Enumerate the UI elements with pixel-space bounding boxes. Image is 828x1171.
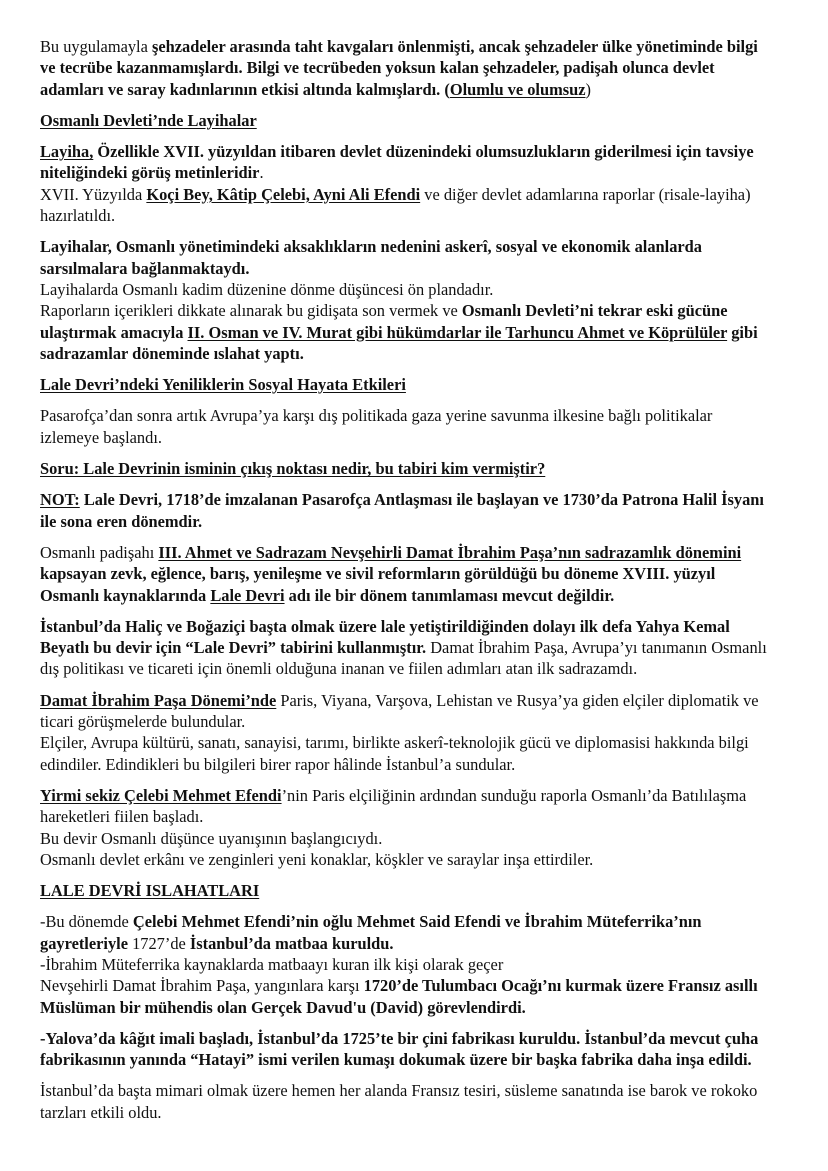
text-run: ) — [585, 79, 591, 99]
text-line — [40, 542, 800, 563]
text-line — [40, 658, 800, 679]
text-line — [40, 975, 800, 996]
text-line — [40, 637, 800, 658]
text-line — [40, 563, 800, 584]
note-paragraph — [40, 489, 800, 532]
text-line — [40, 911, 800, 932]
emphasized-text: Olumlu ve olumsuz — [449, 79, 586, 99]
emphasized-text: Koçi Bey, Kâtip Çelebi, Ayni Ali Efendi — [146, 184, 421, 204]
text-line — [40, 300, 800, 321]
text-run: Damat İbrahim Paşa, Avrupa’yı tanımanın Osmanlı — [426, 638, 767, 658]
text-line — [40, 511, 800, 532]
bold-text: gibi — [727, 322, 758, 342]
emphasized-text: Yirmi sekiz Çelebi Mehmet Efendi — [40, 785, 282, 805]
bold-text: İstanbul’da matbaa kuruldu. — [189, 933, 394, 953]
text-line — [40, 343, 800, 364]
paragraph — [40, 690, 800, 775]
bold-text: 1720’de Tulumbacı Ocağı’nı kurmak üzere Fransız asıllı — [363, 976, 758, 996]
bold-text: Osmanlı Devleti’ni tekrar eski gücüne — [461, 301, 728, 321]
text-run: Paris, Viyana, Varşova, Lehistan ve Rusya’ya giden elçiler diplomatik ve — [276, 690, 759, 710]
text-run: Osmanlı devlet erkânı ve zenginleri yeni konaklar, köşkler ve saraylar inşa ettirdiler. — [40, 849, 594, 869]
text-line — [40, 585, 800, 606]
text-line — [40, 806, 800, 827]
paragraph — [40, 785, 800, 870]
text-line — [40, 489, 800, 510]
emphasized-text: Lale Devri’ndeki Yeniliklerin Sosyal Hayata Etkileri — [40, 375, 406, 395]
emphasized-text: Layiha, — [40, 142, 94, 162]
text-run: -Bu dönemde — [40, 912, 133, 932]
emphasized-text: Damat İbrahim Paşa Dönemi’nde — [40, 690, 277, 710]
text-line — [40, 954, 800, 975]
text-run: Pasarofça’dan sonra artık Avrupa’ya karşı dış politikada gaza yerine savunma ilkesine bağlı politikalar — [40, 406, 713, 426]
bold-text: Lale Devri, 1718’de imzalanan Pasarofça Antlaşması ile başlayan ve 1730’da Patrona Halil İsyanı — [79, 490, 764, 510]
bold-text: İstanbul’da Haliç ve Boğaziçi başta olmak üzere lale yetiştirildiğinden dolayı ilk defa Yahya Kemal — [40, 616, 730, 636]
bold-text: adamları ve saray kadınlarının etkisi altında kalmışlardı. ( — [40, 79, 450, 99]
text-line — [40, 1028, 800, 1049]
text-line — [40, 732, 800, 753]
question-paragraph — [40, 458, 800, 479]
text-line — [40, 754, 800, 775]
bold-text: kapsayan zevk, eğlence, barış, yenileşme ve sivil reformların görüldüğü bu döneme XVIII. yüzyıl — [40, 564, 716, 584]
text-line — [40, 236, 800, 257]
paragraph — [40, 911, 800, 1017]
paragraph — [40, 141, 800, 226]
section-heading — [40, 110, 800, 131]
text-line — [40, 79, 800, 100]
bold-text: ve tecrübe kazanmamışlardı. Bilgi ve tecrübeden yoksun kalan şehzadeler, padişah olunca devlet — [40, 58, 715, 78]
text-run: Nevşehirli Damat İbrahim Paşa, yangınlara karşı — [40, 976, 364, 996]
text-line — [40, 405, 800, 426]
text-line — [40, 1102, 800, 1123]
text-line — [40, 933, 800, 954]
text-run: 1727’de — [127, 933, 190, 953]
text-line — [40, 880, 800, 901]
text-run: Layihalarda Osmanlı kadim düzenine dönme düşüncesi ön plandadır. — [40, 279, 494, 299]
text-line — [40, 849, 800, 870]
text-line — [40, 711, 800, 732]
bold-text: şehzadeler arasında taht kavgaları önlenmişti, ancak şehzadeler ülke yönetiminde bilgi — [151, 37, 758, 56]
paragraph — [40, 36, 800, 100]
paragraph — [40, 405, 800, 448]
text-line — [40, 458, 800, 479]
bold-text: niteliğindeki görüş metinleridir — [40, 163, 260, 183]
text-run: tarzları etkili oldu. — [40, 1102, 162, 1122]
text-line — [40, 374, 800, 395]
text-line — [40, 110, 800, 131]
emphasized-text: III. Ahmet ve Sadrazam Nevşehirli Damat İbrahim Paşa’nın sadrazamlık dönemini — [158, 542, 742, 562]
bold-text: Beyatlı bu devir için “Lale Devri” tabirini kullanmıştır. — [40, 638, 427, 658]
emphasized-text: LALE DEVRİ ISLAHATLARI — [40, 881, 260, 901]
emphasized-text: Soru: Lale Devrinin isminin çıkış noktası nedir, bu tabiri kim vermiştir? — [40, 459, 546, 479]
text-run: hazırlatıldı. — [40, 206, 116, 226]
paragraph — [40, 542, 800, 606]
text-line — [40, 57, 800, 78]
text-run: XVII. Yüzyılda — [40, 184, 147, 204]
text-run: ’nin Paris elçiliğinin ardından sunduğu raporla Osmanlı’da Batılılaşma — [281, 785, 747, 805]
text-line — [40, 690, 800, 711]
bold-text: Layihalar, Osmanlı yönetimindeki aksaklıkların nedenini askerî, sosyal ve ekonomik alanlarda — [40, 237, 702, 257]
emphasized-text: NOT: — [40, 490, 80, 510]
bold-text: fabrikasının yanında “Hatayi” ismi verilen kumaşı dokumak üzere bir başka fabrika daha inşa edildi. — [40, 1050, 752, 1070]
bold-text: Çelebi Mehmet Efendi’nin oğlu Mehmet Said Efendi ve İbrahim Müteferrika’nın — [132, 912, 702, 932]
text-run: ve diğer devlet adamlarına raporlar (risale-layiha) — [420, 184, 751, 204]
bold-text: -Yalova’da kâğıt imali başladı, İstanbul’da 1725’te bir çini fabrikası kuruldu. İstanbul’da mevcut çuha — [40, 1028, 759, 1048]
bold-text: sadrazamlar döneminde ıslahat yaptı. — [40, 343, 304, 363]
text-run: Elçiler, Avrupa kültürü, sanatı, sanayisi, tarımı, birlikte askerî-teknolojik gücü ve diplomasisi hakkında bilgi — [40, 733, 749, 753]
bold-text: sarsılmalara bağlanmaktaydı. — [40, 258, 250, 278]
text-line — [40, 258, 800, 279]
text-line — [40, 36, 800, 57]
text-line — [40, 427, 800, 448]
text-run: . — [259, 163, 264, 183]
text-run: İstanbul’da başta mimari olmak üzere hemen her alanda Fransız tesiri, süsleme sanatında ise barok ve rokoko — [40, 1081, 758, 1101]
paragraph — [40, 616, 800, 680]
emphasized-text: II. Osman ve IV. Murat gibi hükümdarlar ile Tarhuncu Ahmet ve Köprülüler — [187, 322, 728, 342]
text-run: edindiler. Edindikleri bu bilgileri birer rapor hâlinde İstanbul’a sundular. — [40, 754, 516, 774]
text-line — [40, 616, 800, 637]
bold-text: ulaştırmak amacıyla — [40, 322, 188, 342]
text-run: -İbrahim Müteferrika kaynaklarda matbaayı kuran ilk kişi olarak geçer — [40, 954, 504, 974]
text-run: Raporların içerikleri dikkate alınarak bu gidişata son vermek ve — [40, 301, 462, 321]
text-line — [40, 1080, 800, 1101]
emphasized-text: Osmanlı Devleti’nde Layihalar — [40, 110, 257, 130]
bold-text: Özellikle XVII. yüzyıldan itibaren devlet düzenindeki olumsuzlukların giderilmesi için tavsiye — [93, 142, 754, 162]
paragraph — [40, 1028, 800, 1071]
text-line — [40, 828, 800, 849]
bold-text: Osmanlı kaynaklarında — [40, 585, 211, 605]
bold-text: ile sona eren dönemdir. — [40, 511, 203, 531]
bold-text: adı ile bir dönem tanımlaması mevcut değildir. — [284, 585, 615, 605]
text-line — [40, 141, 800, 162]
text-run: Bu devir Osmanlı düşünce uyanışının başlangıcıydı. — [40, 828, 383, 848]
section-heading — [40, 880, 800, 901]
text-line — [40, 322, 800, 343]
bold-text: gayretleriyle — [40, 933, 128, 953]
paragraph — [40, 1080, 800, 1123]
text-line — [40, 184, 800, 205]
section-heading — [40, 374, 800, 395]
text-run: Bu uygulamayla — [40, 37, 152, 56]
text-line — [40, 785, 800, 806]
text-run: Osmanlı padişahı — [40, 542, 159, 562]
text-line — [40, 205, 800, 226]
text-run: dış politikası ve ticareti için önemli olduğuna inanan ve fiilen adımları atan ilk sadrazamdı. — [40, 659, 638, 679]
text-line — [40, 1049, 800, 1070]
text-line — [40, 997, 800, 1018]
text-run: hareketleri fiilen başladı. — [40, 807, 204, 827]
text-run: ticari görüşmelerde bulundular. — [40, 712, 246, 732]
bold-text: Müslüman bir mühendis olan Gerçek Davud'u (David) görevlendirdi. — [40, 997, 526, 1017]
text-line — [40, 162, 800, 183]
text-line — [40, 279, 800, 300]
document-page — [40, 36, 800, 1133]
emphasized-text: Lale Devri — [210, 585, 285, 605]
paragraph — [40, 236, 800, 364]
text-run: izlemeye başlandı. — [40, 427, 162, 447]
